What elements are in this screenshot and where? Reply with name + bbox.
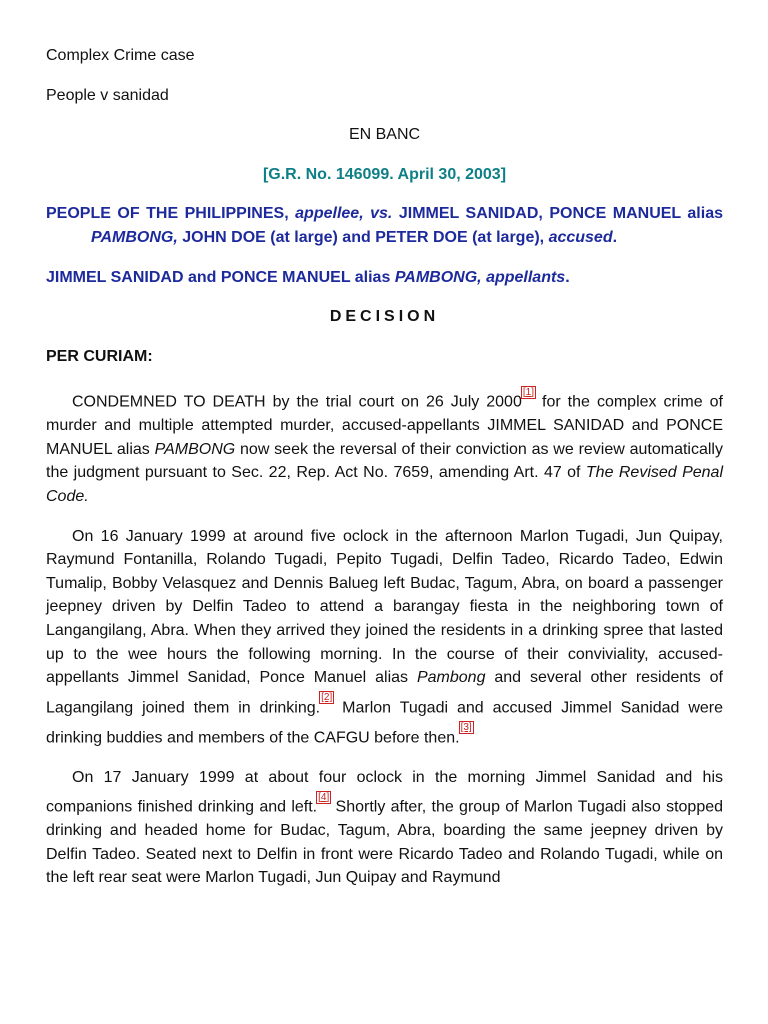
footnote-link-2[interactable]: [2] [321, 692, 333, 704]
doc-topic: Complex Crime case [46, 47, 195, 64]
appellants-alias: PAMBONG, appellants [394, 268, 566, 286]
doc-short-title: People v sanidad [46, 86, 169, 104]
paragraph-3 [46, 766, 723, 890]
caption-alias: PAMBONG, [91, 228, 178, 246]
p2-text-b: and several other residents of Lagangilang joined them in drinking. [46, 669, 724, 717]
p2-text-a: On 16 January 1999 at around five oclock in the afternoon Marlon Tugadi, Jun Quipay, Raymund Fontanilla, Rolando Tugadi, Pepito Tugadi, Delfin Tadeo, Ricardo Tadeo, Edwin Tumalip, Bobby Velasquez and Dennis Balueg left Budac, Tagum, Abra, on board a passenger jeepney driven by Delfin Tadeo to attend a barangay fiesta in the neighboring town of Langangilang, Abra. When they arrived they joined the residents in a drinking spree that lasted up to the wee hours the following morning. In the course of their conviviality, accused-appellants Jimmel Sanidad, Ponce Manuel alias [46, 527, 723, 687]
caption-accused: accused [548, 228, 613, 246]
appellants-line [46, 266, 723, 290]
p1-code-title: The Revised Penal Code. [46, 464, 723, 506]
per-curiam-heading: PER CURIAM: [46, 347, 153, 365]
appellants-end: . [565, 268, 570, 286]
caption-end: . [612, 228, 618, 246]
p1-text-c: now seek the reversal of their conviction as we review automatically the judgment pursuant to Sec. 22, Rep. Act No. 7659, amending Art. 47 of [46, 440, 723, 482]
document-page [46, 44, 723, 906]
p2-text-c: Marlon Tugadi and accused Jimmel Sanidad were drinking buddies and members of the CAFGU before then. [46, 699, 723, 747]
p1-alias: PAMBONG [154, 440, 236, 458]
caption-party-people: PEOPLE OF THE PHILIPPINES, [46, 205, 289, 223]
caption-party-does: JOHN DOE (at large) and PETER DOE (at large), [182, 228, 545, 246]
p1-text-a: CONDEMNED TO DEATH by the trial court on 26 July 2000 [72, 393, 522, 411]
caption-party-accused: JIMMEL SANIDAD, PONCE MANUEL alias [398, 205, 723, 223]
footnote-link-4[interactable]: [4] [318, 791, 330, 803]
case-number: [G.R. No. 146099. April 30, 2003] [262, 165, 507, 183]
case-caption [46, 202, 723, 249]
footnote-link-1[interactable]: [1] [522, 386, 534, 398]
appellants-names: JIMMEL SANIDAD and PONCE MANUEL alias [46, 268, 391, 286]
footnote-link-3[interactable]: [3] [460, 722, 472, 734]
court-division: EN BANC [348, 126, 421, 144]
p1-text-b: for the complex crime of murder and multiple attempted murder, accused-appellants JIMMEL SANIDAD and PONCE MANUEL alias [46, 393, 724, 458]
p3-text-b: Shortly after, the group of Marlon Tugadi also stopped drinking and headed home for Budac, Tagum, Abra, boarding the same jeepney driven by Delfin Tadeo. Seated next to Delfin in front were Ricardo Tadeo and Rolando Tugadi, while on the left rear seat were Marlon Tugadi, Jun Quipay and Raymund [46, 798, 724, 887]
p2-alias: Pambong [416, 669, 486, 687]
paragraph-1 [46, 384, 723, 508]
decision-heading: DECISION [329, 308, 440, 326]
paragraph-2 [46, 525, 723, 750]
p3-text-a: On 17 January 1999 at about four oclock in the morning Jimmel Sanidad and his companions finished drinking and left. [46, 768, 723, 816]
caption-appellee: appellee, vs. [295, 205, 393, 223]
